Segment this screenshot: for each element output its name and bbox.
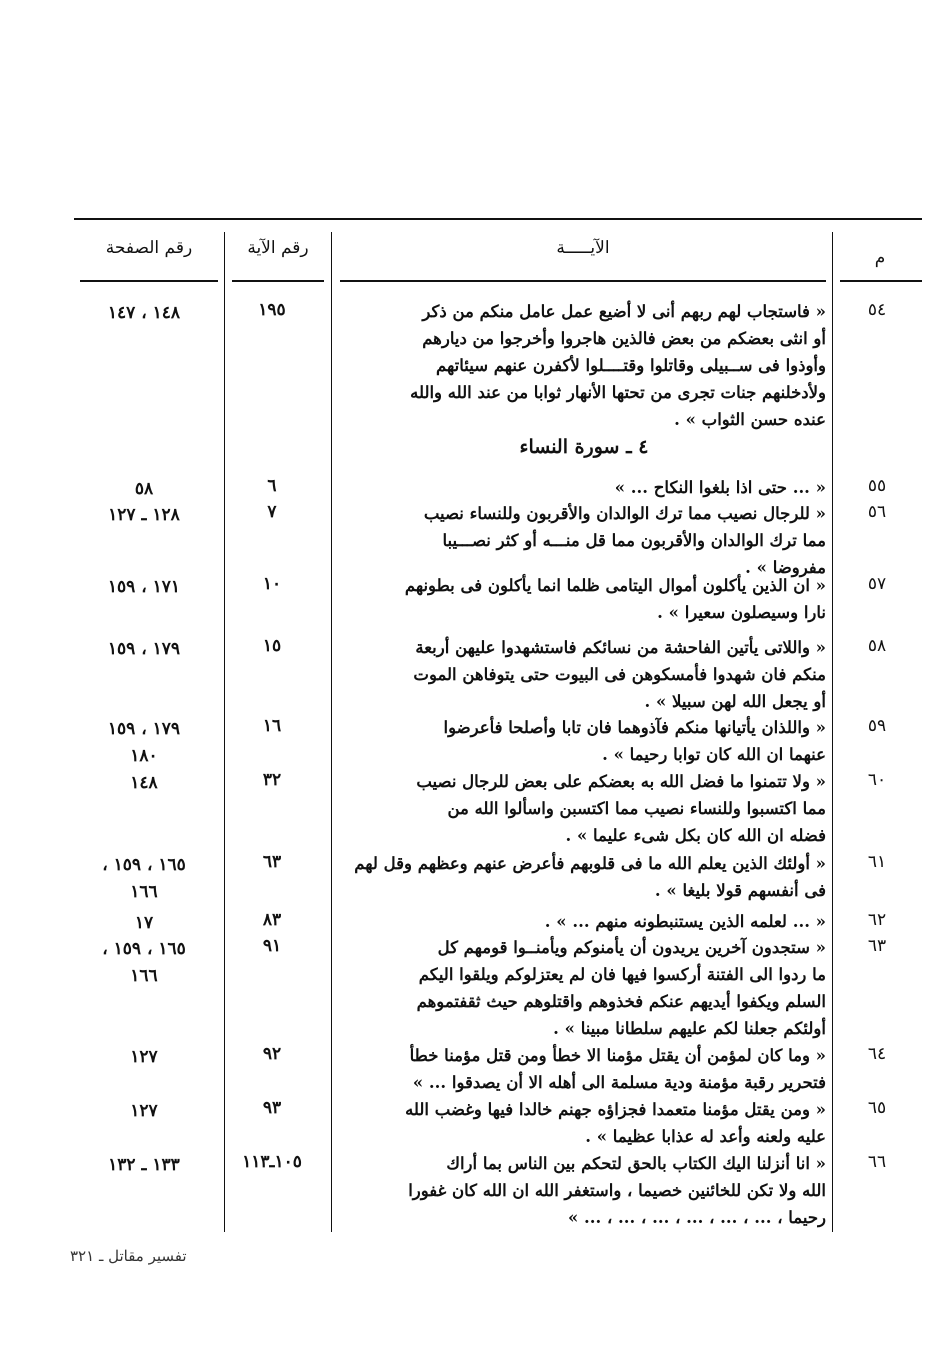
verse-number: ٦٣ xyxy=(262,852,282,872)
page-reference xyxy=(74,768,214,797)
verse-line: « ان الذين يأكلون أموال اليتامى ظلما انما يأكلون فى بطونهم xyxy=(404,576,826,595)
verse-line: « فاستجاب لهم ربهم أنى لا أضيع عمل عامل منكم من ذكر xyxy=(422,302,826,321)
verse-line: منكم فان شهدوا فأمسكوهن فى البيوت حتى يتوفاهن الموت xyxy=(413,665,826,684)
page-reference xyxy=(74,908,214,937)
verse-number: ١٦ xyxy=(262,716,282,736)
row-number: ٦٥ xyxy=(867,1098,887,1118)
verse-line: « ... لعلمه الذين يستنبطونه منهم ... » . xyxy=(544,912,826,931)
verse-text xyxy=(330,1042,826,1096)
verse-line: « انا أنزلنا اليك الكتاب بالحق لتحكم بين الناس بما أراك xyxy=(446,1154,826,1173)
page-reference xyxy=(74,500,214,529)
verse-number: ١٩٥ xyxy=(258,300,286,320)
verse-line: الله ولا تكن للخائنين خصيما ، واستغفر الله ان الله كان غفورا xyxy=(408,1181,826,1200)
page-reference-line: ١٧ xyxy=(134,913,154,933)
header-num: م xyxy=(874,248,886,268)
verse-number: ٨٣ xyxy=(262,910,282,930)
page-reference xyxy=(74,298,214,327)
verse-line: « واللذان يأتيانها منكم فآذوهما فان تابا وأصلحا فأعرضوا xyxy=(443,718,826,737)
page-reference xyxy=(74,634,214,663)
verse-line: أو انثى بعضكم من بعض فالذين هاجروا وأخرجوا من ديارهم xyxy=(422,329,826,348)
row-number: ٦٠ xyxy=(867,770,887,790)
page-reference xyxy=(74,474,214,503)
column-divider-num xyxy=(832,232,833,1232)
row-number: ٦٣ xyxy=(867,936,887,956)
verse-number: ٩٢ xyxy=(262,1044,282,1064)
verse-line: أولئكم جعلنا لكم عليهم سلطانا مبينا » . xyxy=(553,1019,826,1038)
row-number: ٥٤ xyxy=(867,300,887,320)
page-reference xyxy=(74,1150,214,1179)
page-reference xyxy=(74,1096,214,1125)
page-reference-line: ١٢٨ ـ ١٢٧ xyxy=(108,505,180,525)
page-reference-line: ١٦٥ ، ١٥٩ ، xyxy=(102,855,186,875)
page-reference-line: ٥٨ xyxy=(134,479,154,499)
verse-line: « ومن يقتل مؤمنا متعمدا فجزاؤه جهنم خالدا فيها وغضب الله xyxy=(405,1100,826,1119)
verse-text xyxy=(330,850,826,904)
verse-line: « واللاتى يأتين الفاحشة من نسائكم فاستشهدوا عليهن أربعة xyxy=(415,638,826,657)
verse-line: ما ردوا الى الفتنة أركسوا فيها فان لم يعتزلوكم ويلقوا اليكم xyxy=(418,965,826,984)
verse-line: مما ترك الوالدان والأقربون مما قل منـــه أو كثر نصـــيبا xyxy=(442,531,826,550)
verse-line: « ولا تتمنوا ما فضل الله به بعضكم على بعض للرجال نصيب xyxy=(416,772,826,791)
row-number: ٥٨ xyxy=(867,636,887,656)
header-rule-text xyxy=(340,280,826,282)
verse-text xyxy=(330,934,826,1042)
page-reference-line: ١٢٧ xyxy=(130,1047,158,1067)
page-reference-line: ١٢٧ xyxy=(130,1101,158,1121)
row-number: ٥٧ xyxy=(867,574,887,594)
verse-line: « وما كان لمؤمن أن يقتل مؤمنا الا خطأ ومن قتل مؤمنا خطأ xyxy=(409,1046,826,1065)
header-rule-page xyxy=(80,280,218,282)
verse-line: السلم ويكفوا أيديهم عنكم فخذوهم واقتلوهم حيث ثقفتموهم xyxy=(416,992,826,1011)
row-number: ٥٦ xyxy=(867,502,887,522)
verse-line: أو يجعل الله لهن سبيلا » . xyxy=(644,692,826,711)
verse-line: مما اكتسبوا وللنساء نصيب مما اكتسبن واسألوا الله من xyxy=(447,799,826,818)
verse-text xyxy=(330,500,826,581)
page-reference-line: ١٧٩ ، ١٥٩ xyxy=(107,639,181,659)
page-reference-line: ١٤٨ ، ١٤٧ xyxy=(107,303,181,323)
verse-line: وأوذوا فى ســبيلى وقاتلوا وقتــــلوا لأكفرن عنهم سيئاتهم xyxy=(436,356,826,375)
verse-text xyxy=(330,474,826,501)
row-number: ٦٢ xyxy=(867,910,887,930)
verse-number: ٩١ xyxy=(262,936,282,956)
page-reference xyxy=(74,1042,214,1071)
top-rule xyxy=(74,218,922,220)
page-reference-line: ١٦٦ xyxy=(130,882,158,902)
row-number: ٦٤ xyxy=(867,1044,887,1064)
verse-line: نارا وسيصلون سعيرا » . xyxy=(657,603,826,622)
section-title: ٤ ـ سورة النساء xyxy=(519,436,649,458)
verse-line: ولأدخلنهم جنات تجرى من تحتها الأنهار ثوابا من عند الله والله xyxy=(410,383,826,402)
verse-number: ١٠ xyxy=(262,574,282,594)
verse-line: فتحرير رقبة مؤمنة ودية مسلمة الى أهله الا أن يصدقوا ... » xyxy=(412,1073,826,1092)
verse-number: ١٥ xyxy=(262,636,282,656)
page-reference xyxy=(74,850,214,906)
verse-line: فى أنفسهم قولا بليغا » . xyxy=(654,881,826,900)
verse-line: « أولئك الذين يعلم الله ما فى قلوبهم فأعرض عنهم وعظهم وقل لهم xyxy=(354,854,826,873)
row-number: ٥٩ xyxy=(867,716,887,736)
page-reference-line: ١٨٠ xyxy=(130,746,158,766)
verse-line: « ... حتى اذا بلغوا النكاح ... » xyxy=(614,478,826,497)
page-reference xyxy=(74,934,214,990)
verse-line: مفروضا » . xyxy=(745,558,826,577)
row-number: ٦١ xyxy=(867,852,887,872)
header-aya-number: رقم الآية xyxy=(247,238,309,258)
page-reference-line: ١٣٣ ـ ١٣٢ xyxy=(108,1155,180,1175)
page-reference-line: ١٤٨ xyxy=(130,773,158,793)
page-reference-line: ١٧٩ ، ١٥٩ xyxy=(107,719,181,739)
verse-text xyxy=(330,768,826,849)
verse-line: عنهما ان الله كان توابا رحيما » . xyxy=(602,745,826,764)
page-reference xyxy=(74,714,214,770)
verse-text xyxy=(330,572,826,626)
header-rule-num xyxy=(840,280,922,282)
header-page-number: رقم الصفحة xyxy=(105,238,193,258)
row-number: ٦٦ xyxy=(867,1152,887,1172)
row-number: ٥٥ xyxy=(867,476,887,496)
header-aya-text: الآيـــــة xyxy=(556,238,610,258)
verse-number: ٩٣ xyxy=(262,1098,282,1118)
verse-text xyxy=(330,298,826,433)
verse-text xyxy=(330,1150,826,1231)
page-reference-line: ١٦٥ ، ١٥٩ ، xyxy=(102,939,186,959)
verse-text xyxy=(330,1096,826,1150)
verse-text xyxy=(330,714,826,768)
verse-number: ٧ xyxy=(267,502,277,522)
verse-text xyxy=(330,634,826,715)
page-reference-line: ١٦٦ xyxy=(130,966,158,986)
verse-line: عليه ولعنه وأعد له عذابا عظيما » . xyxy=(585,1127,826,1146)
verse-number: ٦ xyxy=(267,476,277,496)
verse-line: رحيما ، ... ، ... ، ... ، ... ، ... ، ... » xyxy=(567,1208,826,1227)
verse-line: عنده حسن الثواب » . xyxy=(674,410,826,429)
page-reference-line: ١٧١ ، ١٥٩ xyxy=(107,577,181,597)
page-reference xyxy=(74,572,214,601)
verse-line: « للرجال نصيب مما ترك الوالدان والأقربون وللنساء نصيب xyxy=(423,504,826,523)
verse-line: فضله ان الله كان بكل شىء عليما » . xyxy=(565,826,826,845)
verse-line: « ستجدون آخرين يريدون أن يأمنوكم ويأمنــوا قومهم كل xyxy=(437,938,826,957)
verse-text xyxy=(330,908,826,935)
verse-number: ١٠٥ـ١١٣ xyxy=(242,1152,302,1172)
page-footer: تفسير مقاتل ـ ٣٢١ xyxy=(70,1247,187,1265)
verse-number: ٣٢ xyxy=(262,770,282,790)
header-rule-aya xyxy=(232,280,324,282)
